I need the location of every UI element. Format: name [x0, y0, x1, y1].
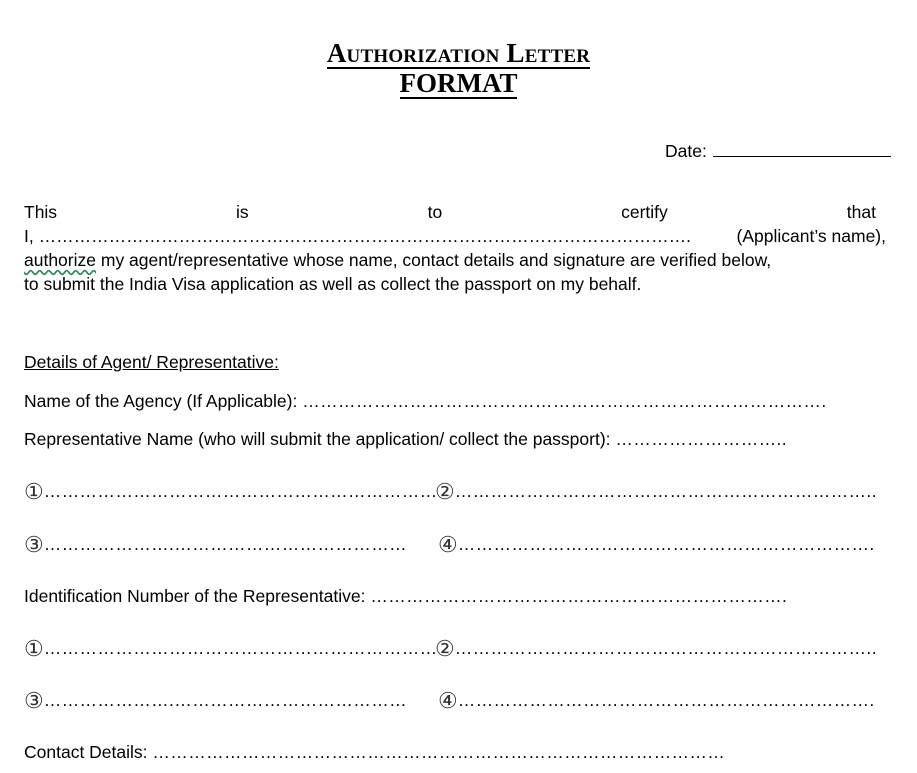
circled-one-icon: ①	[24, 480, 44, 505]
agency-dots: …………………………………………………………………………….	[302, 391, 827, 411]
agency-row	[24, 391, 827, 412]
circled-four-icon: ④	[438, 533, 458, 558]
date-blank-line	[713, 140, 891, 157]
applicant-prefix: I,	[24, 226, 34, 246]
certify-word: is	[236, 202, 249, 222]
certify-word: certify	[621, 202, 668, 222]
id-slot-4	[438, 689, 875, 714]
circled-one-icon: ①	[24, 637, 44, 662]
applicant-name-dots: ………………………………………………………………………………………………….	[38, 226, 691, 246]
circled-two-icon: ②	[435, 480, 455, 505]
certify-line-3	[24, 248, 884, 272]
rep-slot-dots: ……………………………………………………………..	[454, 481, 877, 501]
certify-line-4: to submit the India Visa application as well as collect the passport on my behalf.	[24, 274, 642, 294]
rep-slot-dots: ………………….…………………………………	[43, 534, 407, 554]
id-number-row	[24, 586, 787, 607]
id-number-dots: …………………………………………………………….	[370, 586, 788, 606]
rep-slot-4	[438, 533, 875, 558]
rep-slot-1	[24, 480, 438, 505]
circled-three-icon: ③	[24, 533, 44, 558]
circled-three-icon: ③	[24, 689, 44, 714]
id-slot-dots: …………………………………………………………	[43, 638, 438, 658]
certify-word: to	[427, 202, 443, 222]
date-row	[665, 140, 891, 162]
title-text-1: Authorization Letter	[326, 38, 591, 68]
agency-label: Name of the Agency (If Applicable):	[24, 391, 298, 411]
id-slot-3	[24, 689, 407, 714]
id-number-label: Identification Number of the Representative:	[24, 586, 366, 606]
certify-line-3-text: my agent/representative whose name, contact details and signature are verified below,	[96, 250, 772, 270]
contact-dots: ……………………………………………………………………………………	[152, 742, 726, 762]
rep-slot-dots: …………………………………………………………	[43, 481, 438, 501]
contact-row	[24, 742, 725, 763]
rep-name-label: Representative Name (who will submit the application/ collect the passport):	[24, 429, 611, 449]
title-line-2	[0, 68, 917, 99]
authorize-word: authorize	[24, 250, 96, 270]
rep-slot-2	[435, 480, 877, 505]
circled-two-icon: ②	[435, 637, 455, 662]
certify-paragraph	[24, 200, 884, 296]
circled-four-icon: ④	[438, 689, 458, 714]
certify-line-1	[24, 200, 876, 224]
id-slot-dots: ……………………………………………………………..	[454, 638, 877, 658]
id-slot-1	[24, 637, 438, 662]
rep-slot-dots: …………………………………………………………….	[457, 534, 875, 554]
applicant-name-label: (Applicant’s name),	[736, 226, 886, 246]
agent-details-heading: Details of Agent/ Representative:	[24, 352, 279, 372]
id-slot-dots: ………………….…………………………………	[43, 690, 407, 710]
date-label: Date:	[665, 141, 707, 161]
agent-heading-row	[24, 352, 279, 373]
certify-word: that	[846, 202, 876, 222]
rep-slot-3	[24, 533, 407, 558]
rep-name-dots: ………………………..	[615, 429, 788, 449]
title-text-2: FORMAT	[399, 68, 518, 98]
title-line-1	[0, 38, 917, 69]
certify-line-2	[24, 224, 886, 248]
certify-word: This	[24, 202, 58, 222]
contact-label: Contact Details:	[24, 742, 148, 762]
id-slot-2	[435, 637, 877, 662]
rep-name-row	[24, 429, 787, 450]
id-slot-dots: …………………………………………………………….	[457, 690, 875, 710]
